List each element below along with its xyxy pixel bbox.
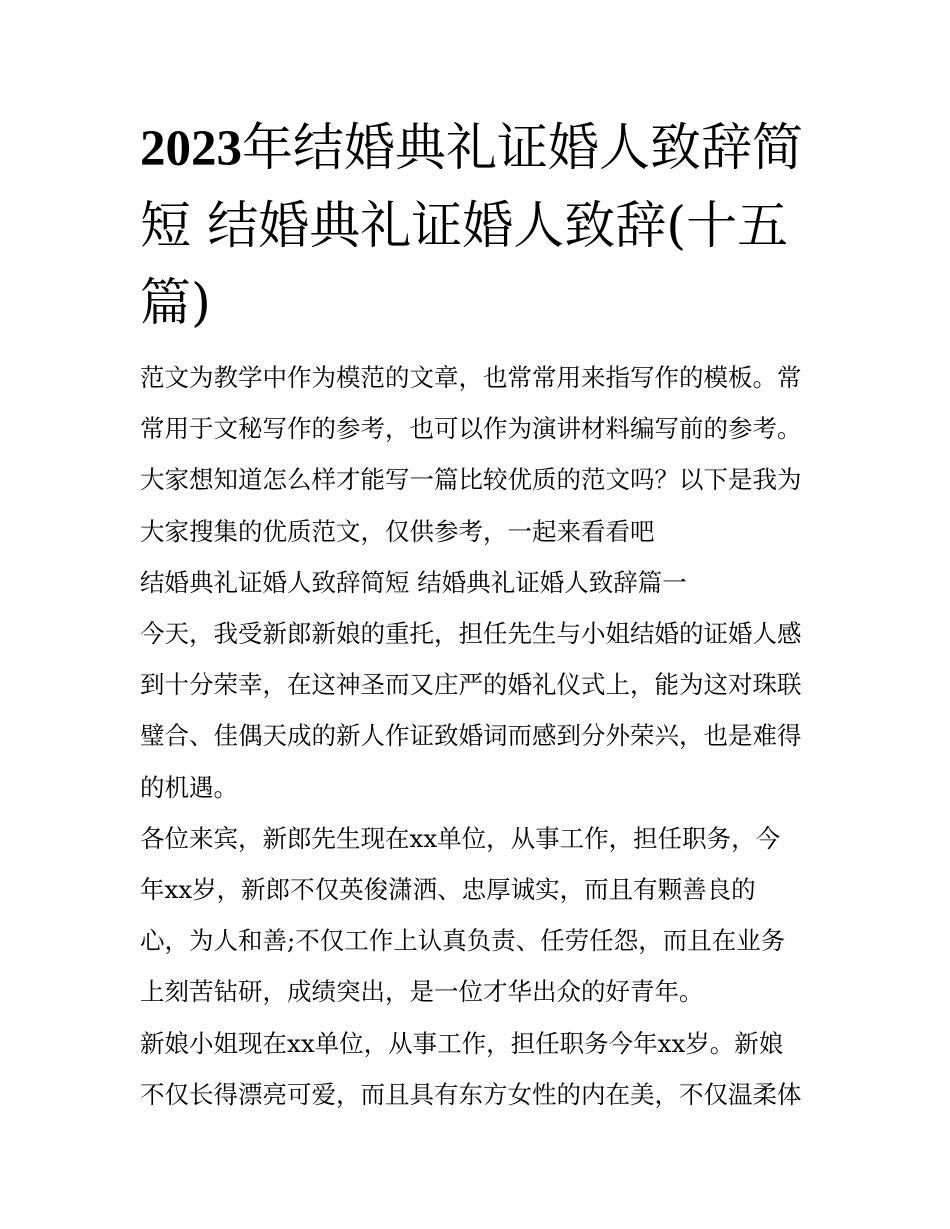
body-line: 各位来宾，新郎先生现在xx单位，从事工作，担任职务，今	[140, 823, 781, 853]
body-line: 璧合、佳偶天成的新人作证致婚词而感到分外荣兴，也是难得	[140, 721, 802, 751]
title-line-3: 篇)	[140, 274, 211, 333]
title-line-2: 短 结婚典礼证婚人致辞(十五	[140, 197, 789, 256]
title-year: 2023	[140, 121, 242, 177]
document-title	[140, 110, 820, 342]
body-line: 常用于文秘写作的参考，也可以作为演讲材料编写前的参考。	[140, 414, 802, 444]
body-line: 不仅长得漂亮可爱，而且具有东方女性的内在美，不仅温柔体	[140, 1079, 802, 1109]
body-line: 年xx岁，新郎不仅英俊潇洒、忠厚诚实，而且有颗善良的	[140, 875, 756, 905]
body-line: 到十分荣幸，在这神圣而又庄严的婚礼仪式上，能为这对珠联	[140, 670, 802, 700]
section-heading: 结婚典礼证婚人致辞简短 结婚典礼证婚人致辞篇一	[140, 567, 687, 597]
body-line: 的机遇。	[140, 772, 238, 802]
document-body	[140, 352, 830, 1120]
title-line-1	[140, 110, 820, 188]
body-line: 新娘小姐现在xx单位，从事工作，担任职务今年xx岁。新娘	[140, 1028, 784, 1058]
body-line: 范文为教学中作为模范的文章，也常常用来指写作的模板。常	[140, 363, 802, 392]
body-line: 大家搜集的优质范文，仅供参考，一起来看看吧	[140, 516, 655, 546]
body-line: 大家想知道怎么样才能写一篇比较优质的范文吗？以下是我为	[140, 465, 802, 495]
title-line-1-text: 年结婚典礼证婚人致辞简	[242, 119, 804, 178]
body-line: 心，为人和善;不仅工作上认真负责、任劳任怨，而且在业务	[140, 926, 786, 956]
body-line: 上刻苦钻研，成绩突出，是一位才华出众的好青年。	[140, 977, 704, 1007]
body-line: 今天，我受新郎新娘的重托，担任先生与小姐结婚的证婚人感	[140, 619, 802, 649]
